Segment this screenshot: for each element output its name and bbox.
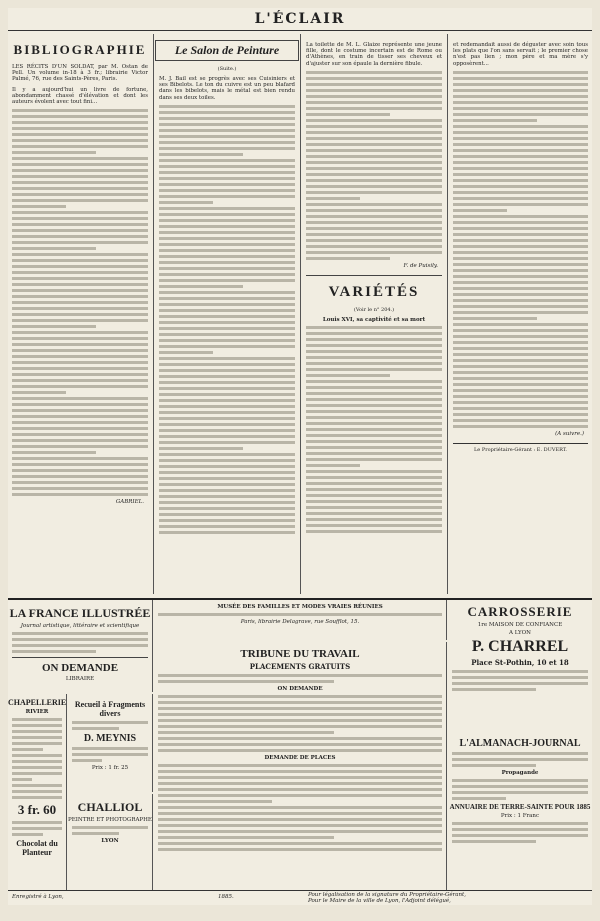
ad-price: Prix : 1 Franc	[500, 813, 540, 819]
article-title: Louis XVI, sa captivité et sa mort	[322, 316, 426, 323]
ad-subtitle: PEINTRE ET PHOTOGRAPHE	[68, 817, 152, 823]
ad-carrosserie	[448, 600, 592, 730]
bibliography-text: Il y a aujourd'hui un livre de fortune, abondamment chassé d'élévation et dont les auteurs évolent avec tout fini...	[12, 86, 148, 106]
divider	[306, 275, 442, 276]
newspaper-page	[8, 8, 592, 905]
ad-subtitle: Journal artistique, littéraire et scientifique	[20, 623, 140, 629]
ad-france-illustree	[8, 600, 153, 692]
column-rule	[153, 34, 154, 594]
ad-address: Place St-Pothin, 10 et 18	[471, 658, 569, 667]
ad-owner: RIVIER	[25, 709, 49, 715]
ad-title: L'ALMANACH-JOURNAL	[459, 738, 581, 749]
ad-title: CHALLIOL	[77, 800, 143, 814]
masthead-title: L'ÉCLAIR	[254, 11, 346, 27]
ad-subtitle: Paris, librairie Delagrave, rue Soufflot, 15.	[240, 619, 360, 625]
body-text-block	[12, 109, 148, 496]
ad-name: P. CHARREL	[471, 638, 569, 655]
ad-recueil	[68, 694, 153, 792]
column-bibliographie	[8, 34, 152, 594]
ad-title: CARROSSERIE	[467, 604, 573, 619]
ad-title: CHAPELLERIE	[8, 698, 67, 707]
advertisements-section	[8, 598, 592, 890]
ad-annuaire: ANNUAIRE DE TERRE-SAINTE POUR 1885	[449, 803, 591, 811]
ad-title: MUSÉE DES FAMILLES ET MODES VRAIES RÉUNIES	[217, 604, 383, 610]
ad-places: DEMANDE DE PLACES	[264, 755, 336, 761]
ad-demand: ON DEMANDE	[277, 686, 323, 692]
ad-title: Recueil à Fragments divers	[74, 700, 146, 718]
footer-registered: Enregistré à Lyon,	[12, 894, 64, 900]
ad-demand-sub: LIBRAIRE	[65, 676, 95, 682]
ad-subtitle: 1re MAISON DE CONFIANCE	[477, 622, 563, 628]
column-rule	[300, 34, 301, 594]
ad-city: LYON	[101, 838, 119, 844]
section-heading: Le Salon de Peinture	[155, 40, 299, 61]
page-footer	[8, 890, 592, 905]
ad-price: Prix : 1 fr. 25	[91, 765, 129, 771]
ad-footer: Chocolat du Planteur	[16, 839, 58, 857]
ad-tribune-travail	[154, 642, 447, 890]
body-text-block	[453, 71, 588, 428]
column-salon	[155, 34, 299, 594]
ad-title: LA FRANCE ILLUSTRÉE	[9, 606, 151, 620]
masthead	[8, 8, 592, 31]
signature: F. de Puisily.	[403, 262, 438, 269]
ad-subtitle: Propagande	[501, 770, 539, 776]
bibliography-lead: LES RÉCITS D'UN SOLDAT, par M. Ostan de Pell. Un volume in-18 à 3 fr.; librairie Victor Palmé, 76, rue des Saints-Pères, Paris.	[12, 64, 148, 83]
signature: GABRIEL.	[115, 499, 144, 506]
ad-subtitle: PLACEMENTS GRATUITS	[249, 662, 351, 671]
body-text-block	[306, 326, 442, 533]
ad-city: A LYON	[509, 630, 531, 636]
column-variete	[302, 34, 446, 594]
section-heading: BIBLIOGRAPHIE	[13, 42, 147, 57]
ad-price: 3 fr. 60	[17, 802, 57, 817]
section-heading: VARIÉTÉS	[328, 283, 420, 300]
section-subheading: (Suite.)	[217, 66, 237, 72]
continued-lead: et redemandait aussi de déguster avec soin tous les plats que l'on sans servait ; le premier chose n'est pas lien ; mon père et ma mère s'y opposèrent...	[453, 42, 588, 67]
column-continued	[449, 34, 592, 594]
glaize-lead: La toilette de M. L. Glaize représente une jeune fille, dont le costume incertain est de Rome ou d'Athènes, en train de tisser ses cheveux et d'ajuster sur son épaule la dernière fibule.	[306, 42, 442, 67]
ad-musee-familles	[154, 600, 447, 640]
ad-demand-title: ON DEMANDE	[41, 662, 119, 674]
ad-almanach	[448, 732, 592, 890]
salon-lead: M. J. Bail est se progrès avec ses Cuisiniers et ses Bibelots. Le ton du cuivre est un peu blafard dans les bibelots, mais le métal est bien rendu dans ses deux toiles.	[159, 76, 295, 101]
footer-mayor: Pour le Maire de la ville de Lyon, l'Adjoint délégué,	[308, 898, 451, 904]
signature: (A suivre.)	[555, 430, 584, 437]
ad-chapellerie	[8, 694, 67, 890]
column-rule	[447, 34, 448, 594]
section-subheading: (Voir le n° 204.)	[353, 306, 395, 313]
footer-year: 1885.	[218, 894, 234, 900]
imprint: Le Propriétaire-Gérant : E. DUVERT.	[453, 443, 588, 453]
ad-author: D. MEYNIS	[83, 733, 137, 744]
body-text-block	[306, 71, 442, 260]
ad-title: TRIBUNE DU TRAVAIL	[240, 648, 360, 660]
footer-legalisation: Pour légalisation de la signature du Propriétaire-Gérant,	[308, 892, 466, 898]
body-text-block	[159, 105, 295, 534]
ad-challiol	[68, 794, 153, 890]
